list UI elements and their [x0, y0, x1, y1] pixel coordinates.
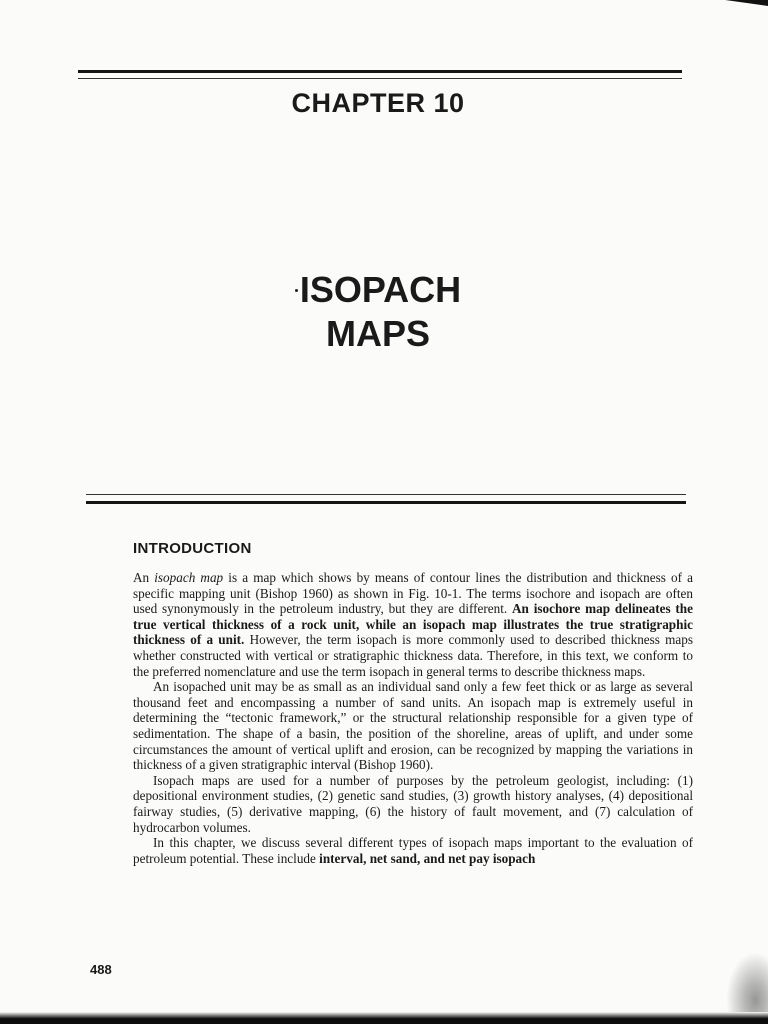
paragraph-4	[133, 835, 693, 866]
chapter-title-line1: ISOPACH	[299, 269, 462, 310]
p1-s5: However, the term isopach is more commonly used to described thickness maps whether constructed with vertical or stratigraphic thickness data. Therefore, in this text, we conform to the preferred nomenclature and use the term isopach in general terms to describe thickness maps.	[133, 632, 693, 679]
body-text	[133, 570, 693, 866]
scan-speckle	[726, 952, 768, 1012]
p4-s1: In this chapter, we discuss several different types of isopach maps important to the evaluation of petroleum potential. These include	[133, 835, 693, 866]
section-heading: INTRODUCTION	[133, 540, 252, 557]
scan-corner-mark	[722, 0, 768, 6]
paragraph-3: Isopach maps are used for a number of purposes by the petroleum geologist, including: (1) depositional environment studies, (2) genetic sand studies, (3) growth history analyses, (4) depositional fairway studies, (5) derivative mapping, (6) the history of fault movement, and (7) calculation of hydrocarbon volumes.	[133, 772, 693, 835]
p4-bold: interval, net sand, and net pay isopach	[319, 850, 536, 866]
top-rule-thick	[78, 70, 682, 73]
top-rule-thin	[78, 78, 682, 79]
p1-s3: is a map which shows by means of contour lines the distribution and thickness of a specific mapping unit (Bishop 1960) as shown in Fig. 10-1. The terms isochore and isopach are often used synonymously in the petroleum industry, but they are different.	[133, 570, 693, 617]
paragraph-2: An isopached unit may be as small as an individual sand only a few feet thick or as large as several thousand feet and encompassing a number of sand units. An isopach map is extremely useful in determining the “tectonic framework,” or the structural relationship responsible for a given type of sedimentation. The shape of a basin, the position of the shoreline, areas of uplift, and under some circumstances the amount of vertical uplift and erosion, can be recognized by mapping the variations in thickness of a given stratigraphic interval (Bishop 1960).	[133, 679, 693, 773]
chapter-label: CHAPTER 10	[291, 88, 465, 118]
p1-bold: An isochore map delineates the true vertical thickness of a rock unit, while an isopach map illustrates the true stratigraphic thickness of a unit.	[133, 601, 693, 648]
paragraph-1	[133, 570, 693, 679]
mid-rule-thick	[86, 501, 686, 504]
scan-bottom-edge	[0, 1012, 768, 1024]
chapter-title	[78, 268, 678, 356]
p1-term: isopach map	[154, 570, 224, 585]
page-number: 488	[90, 962, 112, 977]
stray-dot	[295, 289, 298, 292]
p1-s1: An	[133, 570, 155, 585]
mid-rule-thin	[86, 494, 686, 495]
chapter-title-line2: MAPS	[325, 313, 430, 354]
